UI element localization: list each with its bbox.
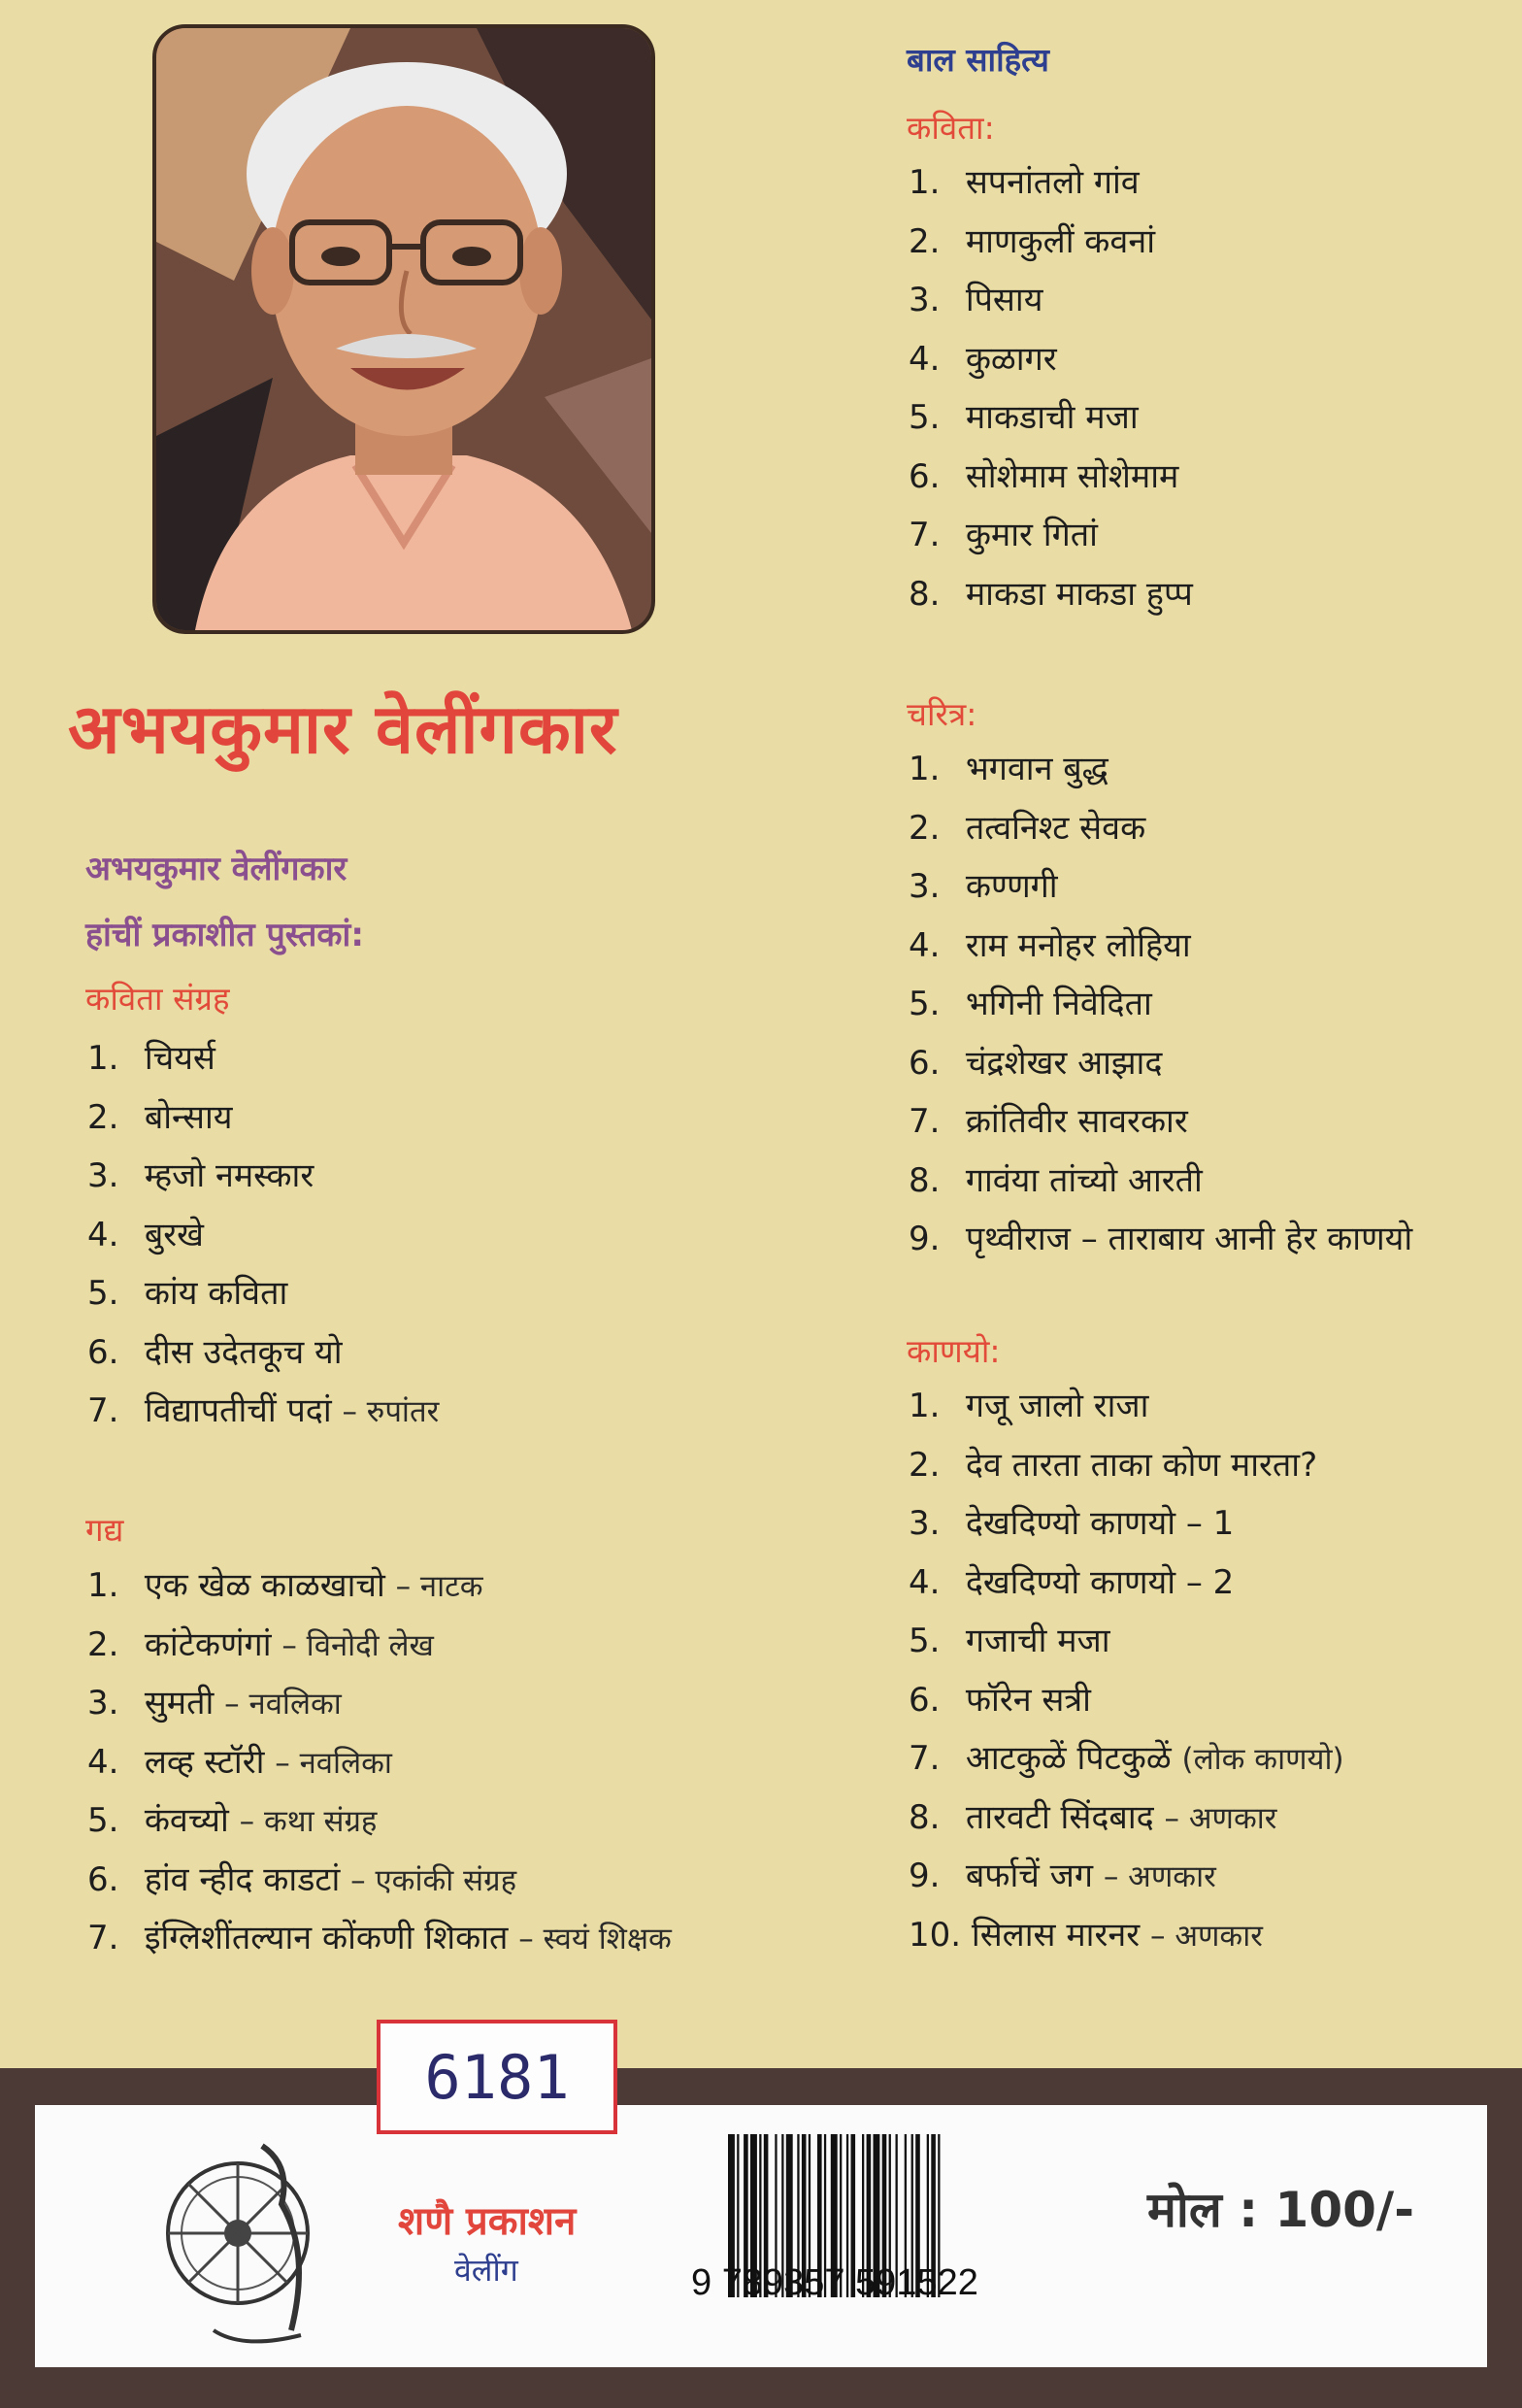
- item-title: बुरखे: [144, 1215, 204, 1254]
- item-number: 10.: [909, 1915, 962, 1955]
- item-number: 5.: [87, 1274, 119, 1313]
- item-number: 6.: [87, 1859, 119, 1899]
- item-title: बर्फाचें जग: [965, 1856, 1094, 1895]
- list-item: [87, 1616, 672, 1675]
- item-title: लव्ह स्टॉरी: [144, 1742, 265, 1782]
- poetry-section-title: कविता संग्रह: [85, 980, 230, 1018]
- intro-line-2: हांचीं प्रकाशीत पुस्तकां:: [85, 916, 364, 954]
- publisher-emblem-icon: [146, 2107, 340, 2359]
- list-item: [909, 153, 1193, 213]
- author-name: अभयकुमार वेलींगकार: [68, 689, 618, 769]
- item-title: हांव न्हीद काडटां: [144, 1859, 341, 1899]
- item-number: 1.: [87, 1039, 119, 1078]
- item-number: 4.: [87, 1215, 119, 1254]
- list-item: [909, 1494, 1344, 1554]
- item-title: म्हजो नमस्कार: [144, 1156, 314, 1195]
- item-number: 9.: [909, 1220, 941, 1258]
- stories-section-title: काणयो:: [907, 1332, 1001, 1370]
- item-title: माकडा माकडा हुप्प: [965, 574, 1193, 614]
- item-number: 5.: [909, 398, 941, 437]
- item-title: भगिनी निवेदिता: [965, 985, 1152, 1023]
- list-item: [909, 565, 1193, 624]
- publisher-name: शणै प्रकाशन: [398, 2199, 577, 2244]
- item-title: गजाची मजा: [965, 1622, 1110, 1660]
- list-item: [87, 1791, 672, 1851]
- list-item: [909, 857, 1412, 917]
- item-title: राम मनोहर लोहिया: [965, 925, 1191, 965]
- item-number: 3.: [87, 1156, 119, 1195]
- list-item: [87, 1556, 672, 1616]
- list-item: [87, 1029, 439, 1088]
- item-title: सपनांतलो गांव: [965, 163, 1140, 202]
- list-item: [909, 330, 1193, 389]
- list-item: [909, 917, 1412, 976]
- item-title: पृथ्वीराज – ताराबाय आनी हेर काणयो: [965, 1220, 1413, 1258]
- item-title: इंग्लिशींतल्यान कोंकणी शिकात: [144, 1919, 509, 1957]
- list-item: [909, 1554, 1344, 1613]
- list-item: [909, 1789, 1344, 1848]
- list-item: [909, 1906, 1344, 1965]
- list-item: [87, 1909, 672, 1968]
- item-number: 1.: [87, 1566, 119, 1605]
- item-title: कांय कविता: [144, 1274, 288, 1313]
- item-note: – अणकार: [1103, 1859, 1216, 1894]
- prose-list: [87, 1556, 672, 1968]
- item-note: – अणकार: [1149, 1918, 1263, 1954]
- item-number: 6.: [909, 456, 941, 496]
- item-title: माणकुलीं कवनां: [965, 221, 1156, 261]
- list-item: [909, 213, 1193, 272]
- list-item: [909, 740, 1412, 799]
- item-number: 7.: [909, 516, 941, 554]
- item-number: 6.: [909, 1680, 941, 1720]
- item-number: 4.: [87, 1742, 119, 1782]
- item-number: 5.: [87, 1801, 119, 1840]
- item-title: एक खेळ काळखाचो: [144, 1566, 385, 1605]
- poetry-list: [87, 1029, 439, 1441]
- item-title: क्रांतिवीर सावरकार: [965, 1102, 1188, 1141]
- item-number: 2.: [87, 1624, 119, 1664]
- list-item: [909, 1092, 1412, 1152]
- item-title: तारवटी सिंदबाद: [965, 1797, 1154, 1837]
- list-item: [909, 1152, 1412, 1211]
- item-title: भगवान बुद्ध: [965, 750, 1108, 788]
- list-item: [909, 1377, 1344, 1436]
- item-number: 2.: [87, 1097, 119, 1137]
- item-title: फॉरेन सत्री: [965, 1680, 1091, 1720]
- item-title: चियर्स: [144, 1039, 215, 1078]
- item-number: 8.: [909, 1797, 941, 1837]
- item-note: (लोक काणयो): [1181, 1742, 1344, 1777]
- item-number: 8.: [909, 574, 941, 614]
- item-number: 8.: [909, 1160, 941, 1200]
- item-title: आटकुळें पिटकुळें: [965, 1739, 1172, 1778]
- item-note: – स्वयं शिक्षक: [518, 1922, 672, 1956]
- item-number: 3.: [87, 1684, 119, 1722]
- price-label: मोल : 100/-: [1147, 2182, 1414, 2238]
- item-note: – नवलिका: [275, 1745, 392, 1781]
- item-title: सोशेमाम सोशेमाम: [965, 456, 1179, 496]
- list-item: [909, 1729, 1344, 1789]
- item-title: देखदिण्यो काणयो – 1: [965, 1504, 1235, 1543]
- item-number: 6.: [87, 1332, 119, 1372]
- list-item: [87, 1323, 439, 1383]
- item-number: 7.: [909, 1102, 941, 1141]
- item-title: पिसाय: [965, 281, 1043, 319]
- item-title: चंद्रशेखर आझाद: [965, 1043, 1163, 1083]
- list-item: [909, 1612, 1344, 1671]
- children-poems-list: [909, 153, 1193, 623]
- item-number: 3.: [909, 281, 941, 319]
- item-title: माकडाची मजा: [965, 398, 1139, 437]
- item-number: 7.: [87, 1391, 119, 1430]
- item-number: 1.: [909, 750, 941, 788]
- list-item: [909, 271, 1193, 330]
- intro-line-1: अभयकुमार वेलींगकार: [85, 850, 347, 888]
- list-item: [87, 1851, 672, 1910]
- item-note: – नवलिका: [224, 1687, 342, 1722]
- item-number: 1.: [909, 1387, 941, 1425]
- item-title: देखदिण्यो काणयो – 2: [965, 1562, 1235, 1602]
- item-title: सिलास मारनर: [971, 1915, 1141, 1955]
- item-title: दीस उदेतकूच यो: [144, 1332, 343, 1372]
- item-title: देव तारता ताका कोण मारता?: [965, 1445, 1318, 1485]
- item-note: – रुपांतर: [342, 1394, 440, 1429]
- list-item: [87, 1088, 439, 1148]
- item-number: 5.: [909, 1622, 941, 1660]
- item-title: कांटेकणंगां: [144, 1624, 272, 1664]
- item-number: 2.: [909, 808, 941, 848]
- prose-section-title: गद्य: [85, 1511, 124, 1549]
- item-title: कुळागर: [965, 339, 1057, 379]
- list-item: [87, 1147, 439, 1206]
- list-item: [87, 1674, 672, 1733]
- isbn-number: 9 789357 591522: [691, 2262, 978, 2303]
- item-title: कंवच्यो: [144, 1801, 229, 1840]
- item-title: कुमार गितां: [965, 516, 1098, 554]
- publisher-place: वेलींग: [454, 2252, 518, 2289]
- children-poems-title: कविता:: [907, 109, 995, 147]
- stamp-number: 6181: [424, 2041, 570, 2113]
- item-title: तत्वनिश्ट सेवक: [965, 808, 1146, 848]
- item-note: – एकांकी संग्रह: [350, 1862, 517, 1898]
- list-item: [909, 1671, 1344, 1730]
- item-title: कण्णगी: [965, 867, 1058, 906]
- biography-section-title: चरित्र:: [907, 695, 977, 733]
- item-number: 7.: [909, 1739, 941, 1778]
- item-number: 7.: [87, 1919, 119, 1957]
- item-number: 4.: [909, 339, 941, 379]
- list-item: [909, 506, 1193, 565]
- item-number: 3.: [909, 1504, 941, 1543]
- list-item: [909, 1847, 1344, 1906]
- item-note: – अणकार: [1164, 1800, 1277, 1836]
- item-number: 4.: [909, 925, 941, 965]
- item-number: 5.: [909, 985, 941, 1023]
- item-note: – नाटक: [395, 1569, 483, 1604]
- item-title: बोन्साय: [144, 1097, 233, 1137]
- children-literature-heading: बाल साहित्य: [907, 41, 1049, 79]
- library-stamp: [377, 2020, 617, 2134]
- list-item: [909, 1210, 1412, 1269]
- list-item: [87, 1206, 439, 1265]
- item-title: विद्यापतीचीं पदां: [144, 1391, 332, 1430]
- list-item: [87, 1733, 672, 1792]
- item-note: – विनोदी लेख: [281, 1627, 434, 1663]
- item-title: गावंया तांच्यो आरती: [965, 1160, 1203, 1200]
- item-number: 2.: [909, 1445, 941, 1485]
- biography-list: [909, 740, 1412, 1269]
- list-item: [909, 1436, 1344, 1495]
- list-item: [909, 388, 1193, 448]
- item-number: 9.: [909, 1856, 941, 1895]
- item-number: 6.: [909, 1043, 941, 1083]
- list-item: [909, 1034, 1412, 1093]
- item-number: 1.: [909, 163, 941, 202]
- item-number: 3.: [909, 867, 941, 906]
- list-item: [909, 799, 1412, 858]
- list-item: [87, 1264, 439, 1323]
- list-item: [909, 975, 1412, 1034]
- item-number: 2.: [909, 221, 941, 261]
- list-item: [87, 1382, 439, 1441]
- item-title: सुमती: [144, 1684, 215, 1722]
- stories-list: [909, 1377, 1344, 1964]
- item-number: 4.: [909, 1562, 941, 1602]
- author-photo: [152, 24, 655, 634]
- item-note: – कथा संग्रह: [239, 1804, 378, 1839]
- list-item: [909, 448, 1193, 507]
- item-title: गजू जालो राजा: [965, 1387, 1149, 1425]
